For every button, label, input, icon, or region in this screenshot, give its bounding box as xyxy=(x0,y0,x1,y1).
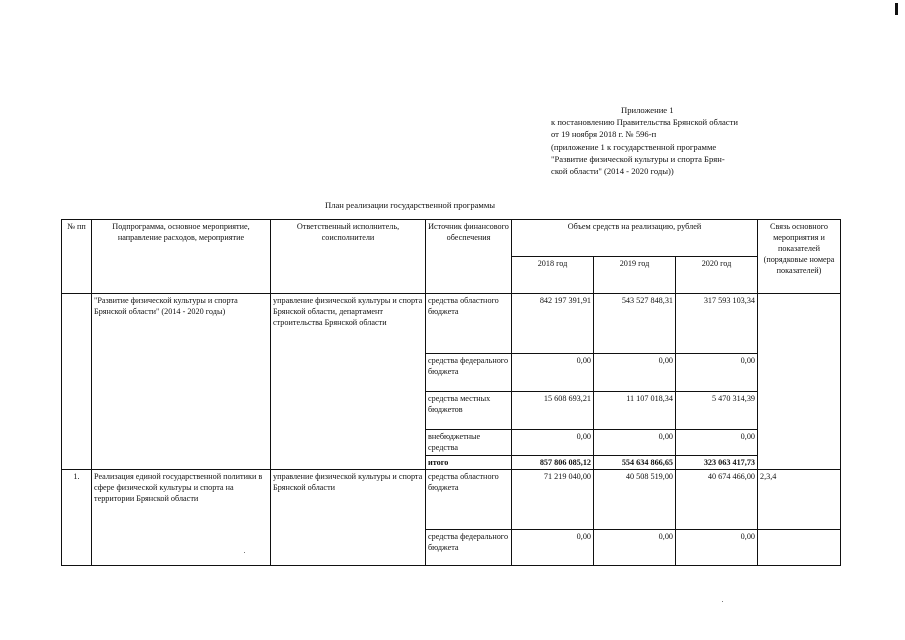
amount-2018: 0,00 xyxy=(512,430,594,456)
item-num: 1. xyxy=(62,470,92,566)
plan-table xyxy=(61,219,841,566)
program-num xyxy=(62,294,92,470)
table-row xyxy=(62,294,841,354)
amount-2018: 15 608 693,21 xyxy=(512,392,594,430)
amount-2018: 71 219 040,00 xyxy=(512,470,594,530)
header-amount: Объем средств на реализацию, рублей xyxy=(512,220,758,257)
total-2018: 857 806 085,12 xyxy=(512,456,594,470)
appendix-line: от 19 ноября 2018 г. № 596-п xyxy=(551,129,657,140)
appendix-note xyxy=(551,104,781,177)
amount-2019: 40 508 519,00 xyxy=(594,470,676,530)
appendix-line: "Развитие физической культуры и спорта Брян- xyxy=(551,153,725,164)
source-cell: средства федерального бюджета xyxy=(426,354,512,392)
amount-2020: 5 470 314,39 xyxy=(676,392,758,430)
amount-2019: 543 527 848,31 xyxy=(594,294,676,354)
amount-2019: 0,00 xyxy=(594,354,676,392)
program-name: "Развитие физической культуры и спорта Брянской области" (2014 - 2020 годы) xyxy=(92,294,271,470)
source-total-cell: итого xyxy=(426,456,512,470)
header-program: Подпрограмма, основное мероприятие, направление расходов, мероприятие xyxy=(92,220,271,294)
amount-2019: 0,00 xyxy=(594,530,676,566)
header-executor: Ответственный исполнитель, соисполнители xyxy=(271,220,426,294)
scan-edge-mark xyxy=(895,3,898,15)
header-row xyxy=(62,220,841,257)
document-title: План реализации государственной программы xyxy=(325,200,496,210)
total-2020: 323 063 417,73 xyxy=(676,456,758,470)
source-cell: средства федерального бюджета xyxy=(426,530,512,566)
item-executor: управление физической культуры и спорта Брянской области xyxy=(271,470,426,566)
item-link: 2,3,4 xyxy=(758,470,841,530)
header-year-2020: 2020 год xyxy=(676,257,758,294)
source-cell: внебюджетные средства xyxy=(426,430,512,456)
program-executor: управление физической культуры и спорта Брянской области, департамент строительства Брянской области xyxy=(271,294,426,470)
amount-2020: 0,00 xyxy=(676,354,758,392)
amount-2018: 842 197 391,91 xyxy=(512,294,594,354)
header-num: № пп xyxy=(62,220,92,294)
appendix-line: (приложение 1 к государственной программе xyxy=(551,141,717,152)
source-cell: средства местных бюджетов xyxy=(426,392,512,430)
header-link: Связь основного мероприятия и показателей (порядковые номера показателей) xyxy=(758,220,841,294)
header-year-2018: 2018 год xyxy=(512,257,594,294)
amount-2020: 40 674 466,00 xyxy=(676,470,758,530)
source-cell: средства областного бюджета xyxy=(426,294,512,354)
amount-2018: 0,00 xyxy=(512,354,594,392)
scan-speck xyxy=(244,552,245,553)
amount-2020: 0,00 xyxy=(676,530,758,566)
program-link xyxy=(758,294,841,470)
amount-2018: 0,00 xyxy=(512,530,594,566)
total-2019: 554 634 866,65 xyxy=(594,456,676,470)
appendix-line: ской области" (2014 - 2020 годы)) xyxy=(551,166,674,177)
appendix-line: к постановлению Правительства Брянской области xyxy=(551,117,738,128)
header-source: Источник финансового обеспечения xyxy=(426,220,512,294)
amount-2019: 11 107 018,34 xyxy=(594,392,676,430)
item-name: Реализация единой государственной политики в сфере физической культуры и спорта на территории Брянской области xyxy=(92,470,271,566)
amount-2020: 0,00 xyxy=(676,430,758,456)
appendix-title: Приложение 1 xyxy=(621,105,674,115)
source-cell: средства областного бюджета xyxy=(426,470,512,530)
table-row xyxy=(62,470,841,530)
item-link xyxy=(758,530,841,566)
amount-2019: 0,00 xyxy=(594,430,676,456)
scan-speck xyxy=(722,601,723,602)
header-year-2019: 2019 год xyxy=(594,257,676,294)
amount-2020: 317 593 103,34 xyxy=(676,294,758,354)
